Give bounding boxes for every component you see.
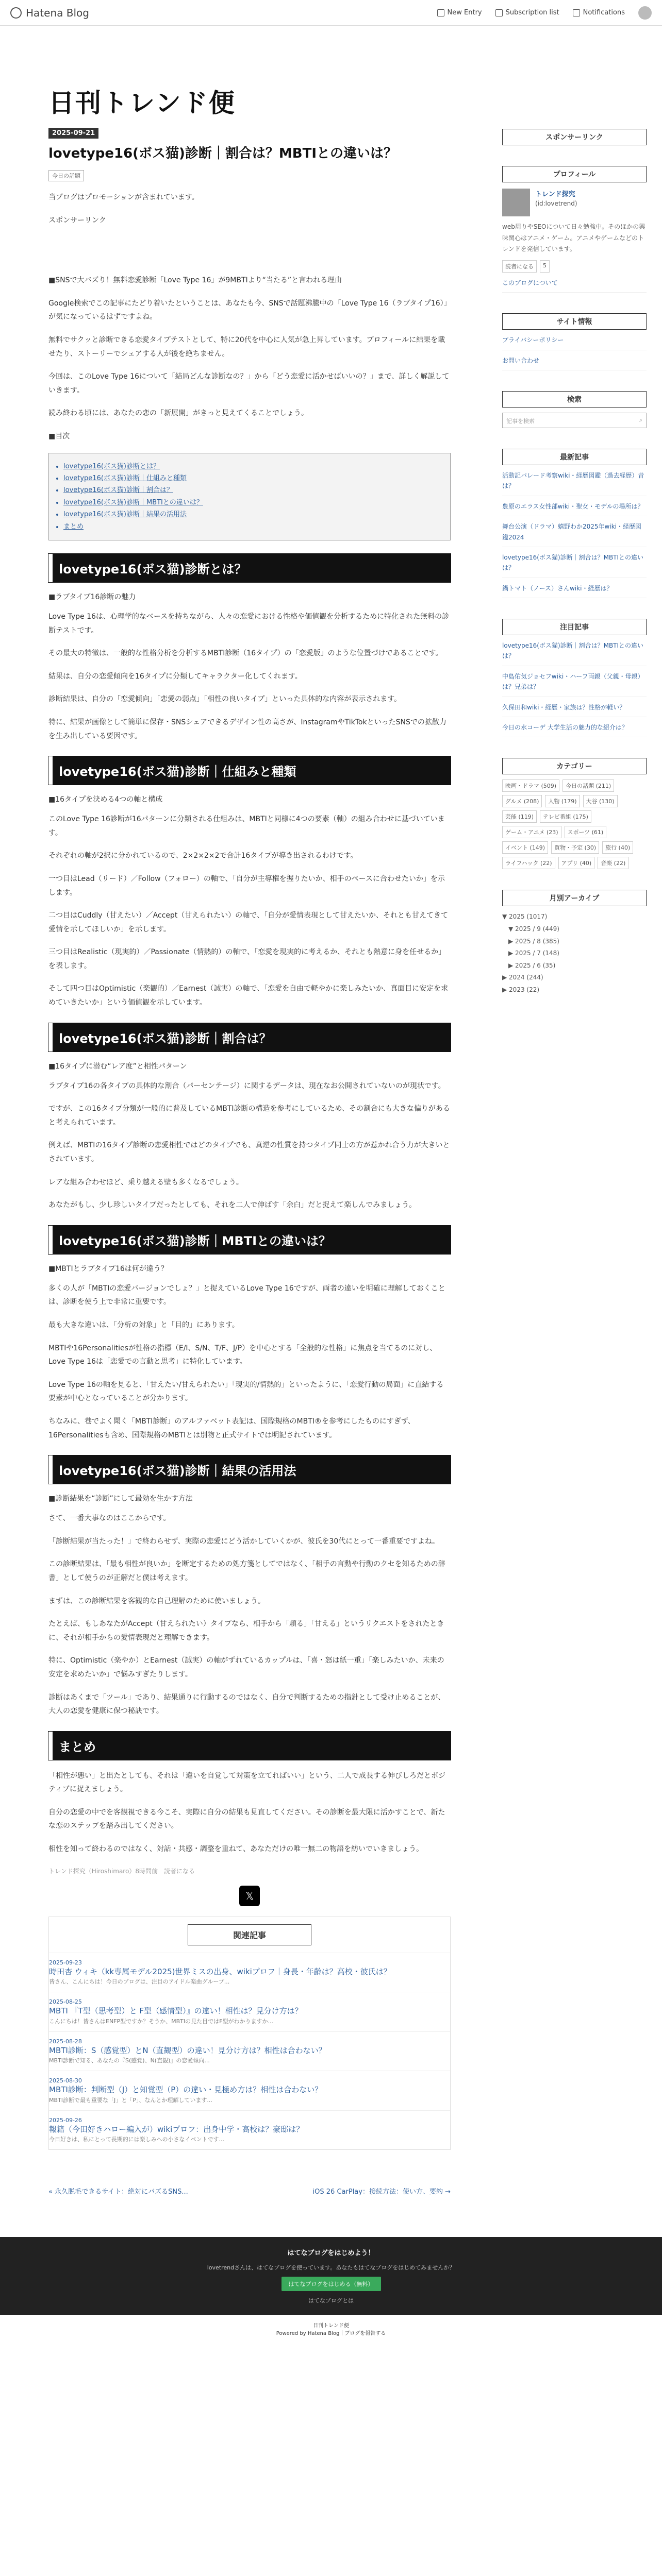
recent-item[interactable]: 豊原のエラス女性部wiki・聖女・モデルの場所は？	[502, 501, 647, 516]
body-text: このLove Type 16診断が16パターンに分類される仕組みは、MBTIと同様に4つの要素（軸）の組み合わせに基づいています。	[48, 815, 445, 837]
category-tag[interactable]: スポーツ (61)	[565, 826, 607, 838]
toc-item[interactable]: • lovetype16(ボス猫)診断｜結果の活用法	[63, 509, 436, 520]
subscription-link[interactable]: Subscription list	[495, 9, 559, 16]
body-text: 「相性が悪い」と出たとしても、それは「違いを自覚して対策を立てればいい」という、二人で成長する伸びしろだとポジティブに捉えましょう。	[48, 1771, 445, 1794]
body-text: 診断はあくまで「ツール」であり、結果通りに行動するのではなく、自分で判断するための指針として受け止めることが、大人の恋愛を健康に保つ秘訣です。	[48, 1693, 445, 1716]
promo-notice: 当ブログはプロモーションが含まれています。	[48, 193, 199, 202]
popular-item[interactable]: 久保田和wiki・経歴・家族は？性格が軽い？	[502, 702, 647, 717]
profile-module	[502, 166, 647, 293]
category-tag[interactable]: 大谷 (130)	[583, 795, 618, 807]
category-tag[interactable]: 芸能 (119)	[502, 810, 537, 823]
body-text: この診断結果は、「最も相性が良いか」を断定するための処方箋としてではなく、「相手の言動や行動のクセを知るための辞書」として使うのが正解だと僕は考えます。	[48, 1560, 445, 1582]
archive-item[interactable]: ▶ 2025 / 8 (385)	[508, 937, 559, 945]
subscribe-button[interactable]: 読者になる	[502, 260, 537, 273]
category-tag[interactable]: 人物 (179)	[545, 795, 580, 807]
subscriber-count: 5	[540, 260, 550, 273]
body-text: 例えば、MBTIの16タイプ診断の恋愛相性ではどのタイプでも、真逆の性質を持つタイプ同士の方が惹かれ合う力が大きいとされています。	[48, 1141, 450, 1164]
section-subheading: ■ラブタイプ16診断の魅力	[48, 592, 136, 601]
privacy-link[interactable]: プライバシーポリシー	[502, 335, 647, 350]
recent-item[interactable]: lovetype16(ボス猫)診断｜割合は？MBTIとの違いは？	[502, 552, 647, 578]
body-text: ちなみに、巷でよく聞く「MBTI診断」のアルファベット表記は、国際規格のMBTI®を参考にしたものにすぎず、16Personalitiesも含め、国際規格のMBTIとは別物と正式サイトでは明記されています。	[48, 1417, 415, 1439]
category-tag[interactable]: 買物・予定 (30)	[551, 841, 599, 854]
about-blog-link[interactable]: このブログについて	[502, 278, 647, 293]
section-heading: lovetype16(ボス猫)診断｜結果の活用法	[48, 1455, 451, 1484]
archive-item[interactable]: ▶ 2025 / 6 (35)	[508, 961, 556, 969]
category-tag[interactable]: アプリ (40)	[558, 857, 595, 869]
related-item[interactable]: 2025-09-23 時田杏 ウィキ（kk専属モデル2025)世界ミスの出身、wikiプロフ｜身長・年齢は？高校・彼氏は？ 皆さん、こんにちは！今日のブログは、注目のアイドル楽曲グループ...	[49, 1953, 450, 1992]
body-text: 自分の恋愛の中でを客観視できる今こそ、実際に自分の結果も見直してください。その診断を最大限に活かすことで、新たな恋のステップを踏み出してください。	[48, 1808, 445, 1831]
archive-heading: 月別アーカイブ	[502, 890, 647, 906]
category-tag[interactable]: ライフハック (22)	[502, 857, 555, 869]
category-tag[interactable]: テレビ番組 (175)	[540, 810, 591, 823]
category-module	[502, 758, 647, 869]
blog-title[interactable]: 日刊トレンド便	[48, 88, 236, 118]
global-header	[0, 0, 662, 26]
popular-module	[502, 619, 647, 737]
body-text: MBTIや16Personalitiesが性格の指標（E/I、S/N、T/F、J/P）を中心とする「全般的な性格」に焦点を当てるのに対し、Love Type 16は「恋愛での言動と思考」に特化しています。	[48, 1344, 437, 1366]
body-text: 特に、結果が画像として簡単に保存・SNSシェアできるデザイン性の高さが、InstagramやTikTokといったSNSでの拡散力を生み出している要因です。	[48, 718, 446, 740]
body-text: 多くの人が「MBTIの恋愛バージョンでしょ？」と捉えているLove Type 16ですが、両者の違いを明確に理解しておくことは、診断を使う上で非常に重要です。	[48, 1284, 445, 1307]
sponsor-label: スポンサーリンク	[48, 216, 106, 225]
category-tag[interactable]: ゲーム・アニメ (23)	[502, 826, 561, 838]
recent-item[interactable]: 舞台公演（ドラマ）嬉野わか2025年wiki・経歴図鑑2024	[502, 521, 647, 547]
recent-module	[502, 449, 647, 598]
pager	[48, 2186, 451, 2196]
signup-title: はてなブログをはじめよう！	[287, 2249, 375, 2258]
list-icon	[495, 9, 503, 16]
profile-heading: プロフィール	[502, 166, 647, 182]
archive-item[interactable]: ▼ 2025 / 9 (449)	[508, 925, 559, 933]
hatena-logo[interactable]: Hatena Blog	[10, 7, 89, 19]
body-text: まずは、この診断結果を客観的な自己理解のために使いましょう。	[48, 1597, 265, 1605]
body-text: それぞれの軸が2択に分かれているので、2×2×2×2で合計16タイプが導き出されるわけです。	[48, 852, 358, 860]
body-text: 相性を知って終わるのではなく、対話・共感・調整を重ねて、あなただけの唯一無二の物語を紡いでいきましょう。	[48, 1845, 424, 1854]
toc-item[interactable]: • lovetype16(ボス猫)診断｜MBTIとの違いは？	[63, 497, 436, 509]
body-text: その最大の特徴は、一般的な性格分析を分析するMBTI診断（16タイプ）の「恋愛版」のような位置づけであることです。	[48, 649, 443, 658]
user-avatar[interactable]	[638, 6, 652, 20]
archive-item[interactable]: ▶ 2023 (22)	[502, 986, 540, 993]
signup-text: lovetrendさんは、はてなブログを使っています。あなたもはてなブログをはじめてみませんか？	[207, 2264, 455, 2272]
prev-entry-link[interactable]: « 永久脱毛できるサイト：絶対にバズるSNS...	[48, 2188, 188, 2196]
profile-text: web周りやSEOについて日々勉強中。そのほかの興味関心はアニメ・ゲーム。アニメやゲームなどのトレンドを発信しています。	[502, 223, 646, 253]
site-info-module	[502, 313, 647, 370]
recent-item[interactable]: 鍋トマト（ノース）さんwiki・経歴は？	[502, 583, 647, 598]
section-heading: lovetype16(ボス猫)診断｜MBTIとの違いは？	[48, 1226, 451, 1254]
category-heading: カテゴリー	[502, 758, 647, 774]
popular-item[interactable]: lovetype16(ボス猫)診断｜割合は？MBTIとの違いは？	[502, 640, 647, 666]
intro-text: 読み終わる頃には、あなたの恋の「新展開」がきっと見えてくることでしょう。	[48, 409, 308, 418]
body-text: 一つ目はLead（リード）／Follow（フォロー）の軸で、「自分が主導権を握りたいか、相手のペースに合わせたいか」を示します。	[48, 874, 445, 897]
category-tag[interactable]: 旅行 (40)	[602, 841, 633, 854]
toc-item[interactable]: • lovetype16(ボス猫)診断とは？	[63, 461, 436, 472]
search-heading: 検索	[502, 391, 647, 408]
popular-item[interactable]: 中島佑気ジョセフwiki・ハーフ両親（父親・母親）は？兄弟は？	[502, 671, 647, 697]
section-heading: lovetype16(ボス猫)診断｜仕組みと種類	[48, 756, 451, 785]
intro-text: 無料でサクッと診断できる恋愛タイプテストとして、特に20代を中心に人気が急上昇しています。プロフィールに結果を載せたり、ストーリーでシェアする人が後を絶ちません。	[48, 336, 445, 358]
body-text: そして四つ目はOptimistic（楽観的）／Earnest（誠実）の軸で、「恋愛を自由で軽やかに楽しみたいか、真面目に安定を求めていきたいか」という価値観を示しています。	[48, 985, 449, 1007]
body-text: あなたがもし、少し珍しいタイプだったとしても、それを二人で伸ばす「余白」だと捉えて楽しんでみましょう。	[48, 1201, 417, 1210]
about-hatena-link[interactable]: はてなブログとは	[308, 2297, 354, 2304]
category-tag[interactable]: 今日の話題 (211)	[562, 779, 614, 792]
category-tag[interactable]: 音楽 (22)	[598, 857, 628, 869]
entry-title[interactable]: lovetype16(ボス猫)診断｜割合は？MBTIとの違いは？	[48, 146, 398, 161]
toc-label: ■目次	[48, 432, 70, 441]
section-subheading: ■診断結果を“診断”にして最効を生かす方法	[48, 1495, 193, 1503]
body-text: 「診断結果が当たった！」で終わらせず、実際の恋愛にどう活かしていくかが、彼氏を30代にとって一番重要ですよね。	[48, 1537, 439, 1546]
body-text: レアな組み合わせほど、乗り越える壁も多くなるでしょう。	[48, 1178, 243, 1187]
category-tag[interactable]: グルメ (208)	[502, 795, 542, 807]
profile-id: (id:lovetrend)	[535, 200, 577, 207]
body-text: たとえば、もしあなたがAccept（甘えられたい）タイプなら、相手から「頼る」「甘える」というリクエストをされたときに、それが相手からの愛情表現だと理解できます。	[48, 1620, 444, 1642]
related-item[interactable]: 2025-08-25 MBTI 『T型（思考型）と F型（感情型）』の違い！相性は？見分け方は？ こんにちは！皆さんはENFP型ですか？そうか、MBTIの見た目ではF型がわかりますか...	[49, 1992, 450, 2031]
category-tag[interactable]: 映画・ドラマ (509)	[502, 779, 559, 792]
toc-item[interactable]: • まとめ	[63, 521, 436, 533]
hatena-logo-icon	[10, 7, 22, 19]
related-item[interactable]: 2025-08-28 MBTI診断：S（感覚型）とN（直観型）の違い！見分け方は？相性は合わない？ MBTI診断で知る、あなたの『S(感覚)、N(直観)』の恋愛傾向...	[49, 2031, 450, 2071]
profile-avatar[interactable]	[502, 189, 530, 216]
page-footer	[0, 2315, 662, 2343]
search-input[interactable]: 記事を検索 ⌕	[502, 413, 647, 428]
entry-date[interactable]: 2025-09-21	[48, 128, 98, 139]
section-heading: lovetype16(ボス猫)診断｜割合は？	[48, 1023, 451, 1052]
x-share-button[interactable]	[239, 1886, 260, 1906]
search-module	[502, 391, 647, 428]
section-subheading: ■MBTIとラブタイプ16は何が違う？	[48, 1264, 168, 1273]
intro-text: ■SNSで大バズり！無料恋愛診断「Love Type 16」が9MBTIより“当たる”と言われる理由	[48, 276, 342, 285]
related-item[interactable]: 2025-09-26 報籍（今田好きハロー編入が）wikiプロフ：出身中学・高校は？豪邸は？ 今日好きは、私にとって長期的には楽しみへの小さなイベントです...	[49, 2110, 450, 2150]
profile-name[interactable]: トレンド探究	[535, 191, 575, 198]
body-text: 最も大きな違いは、「分析の対象」と「目的」にあります。	[48, 1321, 239, 1329]
signup-button[interactable]: はてなブログをはじめる（無料）	[282, 2277, 381, 2291]
entry-category[interactable]: 今日の話題	[48, 170, 84, 181]
popular-item[interactable]: 今日の水コーデ 大学生活の魅力的な紹介は？	[502, 722, 647, 737]
category-tag[interactable]: イベント (149)	[502, 841, 548, 854]
powered-by[interactable]: Powered by Hatena Blog｜ブログを報告する	[276, 2331, 386, 2337]
toc-item[interactable]: • lovetype16(ボス猫)診断｜割合は？	[63, 484, 436, 496]
archive-item[interactable]: ▼ 2025 (1017)	[502, 913, 548, 921]
section-heading: lovetype16(ボス猫)診断とは？	[48, 554, 451, 582]
body-text: 三つ目はRealistic（現実的）／Passionate（情熱的）の軸で、「恋愛を現実的に考えるか、それとも熱意に身を任せるか」を表します。	[48, 948, 446, 970]
toc-item[interactable]: • lovetype16(ボス猫)診断｜仕組みと種類	[63, 472, 436, 484]
pen-icon	[437, 9, 444, 16]
recent-item[interactable]: 活動記パレード考察wiki・経歴図鑑（過去経歴）昔は？	[502, 470, 647, 496]
related-heading: 関連記事	[188, 1924, 311, 1945]
main-content	[48, 124, 451, 2216]
site-info-heading: サイト情報	[502, 313, 647, 330]
body-text: さて、一番大事なのはここからです。	[48, 1514, 171, 1523]
section-subheading: ■16タイプに潜む“レア度”と相性パターン	[48, 1062, 187, 1071]
sponsor-heading: スポンサーリンク	[502, 129, 647, 145]
intro-text: Google検索でこの記事にたどり着いたということは、あなたも今、SNSで話題沸騰中の「Love Type 16（ラブタイプ16）」が気になっているはずですよね。	[48, 299, 448, 321]
archive-item[interactable]: ▶ 2024 (244)	[502, 974, 543, 981]
recent-heading: 最新記事	[502, 449, 647, 465]
archive-item[interactable]: ▶ 2025 / 7 (148)	[508, 950, 559, 957]
related-entries	[48, 1917, 451, 2150]
x-icon: 𝕏	[245, 1889, 254, 1902]
next-entry-link[interactable]: iOS 26 CarPlay：接続方法：使い方、要約 →	[312, 2188, 451, 2196]
footer-blog-link[interactable]: 日刊トレンド便	[313, 2323, 349, 2329]
body-text: 結果は、自分の恋愛傾向を16タイプに分類してキャラクター化してくれます。	[48, 672, 302, 681]
archive-module	[502, 890, 647, 995]
popular-heading: 注目記事	[502, 619, 647, 635]
body-text: 特に、Optimistic（楽やか）とEarnest（誠実）の軸がずれているカップルは、「喜・怒は紙一重」「楽しみたいか、未来の安定を求めたいか」で悩みすぎたりします。	[48, 1656, 444, 1679]
bell-icon	[573, 9, 580, 16]
body-text: 二つ目はCuddly（甘えたい）／Accept（甘えられたい）の軸で、「自分が愛情表現として甘えたいか、それとも甘えてきて愛情を示してほしいか」を示します。	[48, 911, 449, 934]
entry-meta: トレンド探究（Hiroshimaro）8時間前 読者になる	[48, 1867, 195, 1875]
contact-link[interactable]: お問い合わせ	[502, 355, 647, 370]
body-text: Love Type 16は、心理学的なベースを持ちながら、人々の恋愛における性格や価値観を分析するために特化された無料の診断テストです。	[48, 612, 450, 635]
new-entry-link[interactable]: New Entry	[437, 9, 482, 16]
section-subheading: ■16タイプを決める4つの軸と構成	[48, 795, 163, 804]
signup-banner	[0, 2237, 662, 2315]
search-icon[interactable]: ⌕	[639, 416, 642, 423]
intro-text: 今回は、このLove Type 16について「結局どんな診断なの？」から「どう恋愛に活かせばいいの？」まで、詳しく解説していきます。	[48, 372, 450, 395]
body-text: Love Type 16の軸を見ると、「甘えたい/甘えられたい」「現実的/情熱的」といったように、「恋愛行動の局面」に直結する要素が中心となっていることが分かります。	[48, 1380, 444, 1403]
sidebar	[502, 124, 647, 2216]
notifications-link[interactable]: Notifications	[573, 9, 625, 16]
table-of-contents	[48, 453, 451, 540]
section-heading: まとめ	[48, 1732, 451, 1760]
body-text: 診断結果は、自分の「恋愛傾向」「恋愛の弱点」「相性の良いタイプ」といった具体的な内容が表示されます。	[48, 695, 402, 704]
body-text: ですが、この16タイプ分類が一般的に普及しているMBTI診断の構造を参考にしているため、その割合にも大きな偏りがあると考えられています。	[48, 1105, 450, 1127]
related-item[interactable]: 2025-08-30 MBTI診断：判断型（J）と知覚型（P）の違い・見極め方は？相性は合わない？ MBTI診断で最も重要な「J」と「P」、なんとか理解しています...	[49, 2071, 450, 2110]
body-text: ラブタイプ16の各タイプの具体的な割合（パーセンテージ）に関するデータは、現在なお公開されていないのが現状です。	[48, 1081, 445, 1090]
